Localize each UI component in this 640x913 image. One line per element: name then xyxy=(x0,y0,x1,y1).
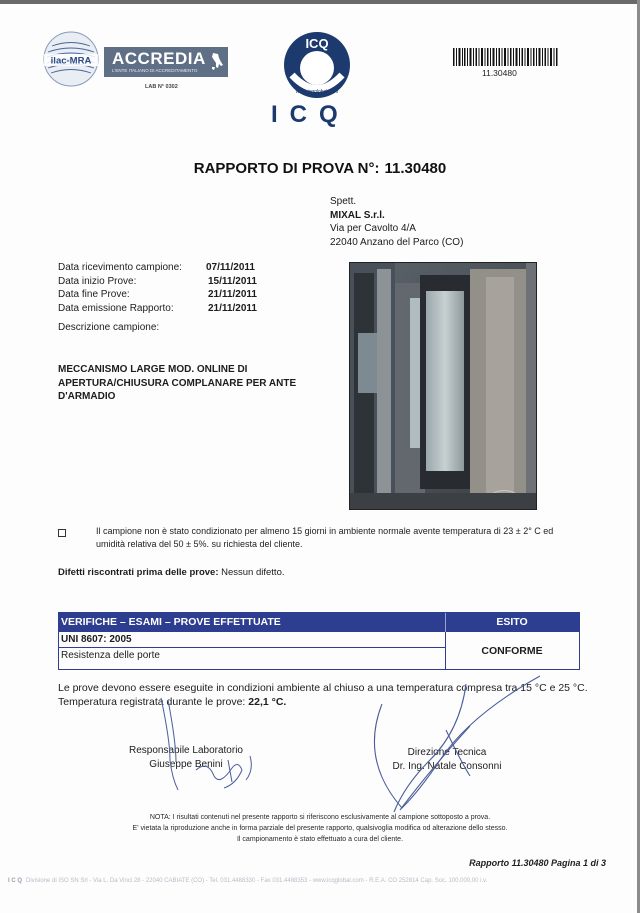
ilac-text: ilac-MRA xyxy=(50,55,92,67)
test-name: Resistenza delle porte xyxy=(61,650,160,661)
page-info: Rapporto 11.30480 Pagina 1 di 3 xyxy=(469,858,606,868)
recipient-city: 22040 Anzano del Parco (CO) xyxy=(330,236,464,248)
date-label: Data inizio Prove: xyxy=(58,275,137,287)
icq-url: www.icqglobal.com xyxy=(295,89,339,95)
note-line: Il campionamento è stato effettuato a cura del cliente. xyxy=(236,836,404,843)
date-value: 15/11/2011 xyxy=(208,275,257,287)
note-line: NOTA: I risultati contenuti nel presente rapporto si riferiscono esclusivamente al campione sottoposto a prova. xyxy=(149,814,491,821)
recipient-street: Via per Cavolto 4/A xyxy=(330,223,416,234)
description-text: MECCANISMO LARGE MOD. ONLINE DI APERTURA/CHIUSURA COMPLANARE PER ANTE D'ARMADIO xyxy=(58,364,297,402)
recipient-address xyxy=(330,195,463,249)
report-title xyxy=(0,160,640,177)
test-conditions xyxy=(58,681,588,709)
defects-label: Difetti riscontrati prima delle prove: xyxy=(58,567,219,578)
barcode xyxy=(453,48,559,66)
signature-name: Dr. Ing. Natale Consonni xyxy=(392,760,502,772)
recipient-salutation: Spett. xyxy=(330,196,357,207)
date-value: 07/11/2011 xyxy=(206,262,255,273)
icq-logo xyxy=(282,30,352,100)
company-legal-footer xyxy=(8,876,632,886)
accredia-name: ACCREDIA xyxy=(112,49,206,68)
condition-note: Il campione non è stato condizionato per almeno 15 giorni in ambiente normale avente temperatura di 23 ± 2° C ed umidità relativa del 50 ± 5%. su richiesta del cliente. xyxy=(96,526,554,549)
lab-number: LAB N° 0302 xyxy=(145,84,178,90)
accredia-logo xyxy=(104,47,228,77)
description-label: Descrizione campione: xyxy=(58,322,160,333)
recorded-temperature: 22,1 °C. xyxy=(248,696,287,708)
row-divider xyxy=(59,647,445,648)
sample-photo xyxy=(349,262,537,510)
signature-role: Responsabile Laboratorio xyxy=(129,745,243,756)
icq-arc-text: ICQ xyxy=(305,36,329,51)
test-standard: UNI 8607: 2005 xyxy=(61,634,132,645)
footer-brand: I C Q xyxy=(8,878,23,884)
defects-line xyxy=(58,567,285,578)
italy-map-icon xyxy=(210,52,224,72)
header-result: ESITO xyxy=(496,616,528,628)
barcode-number: 11.30480 xyxy=(482,68,517,78)
scan-top-edge xyxy=(0,0,640,4)
results-table xyxy=(58,612,580,670)
ilac-mra-logo xyxy=(42,30,100,88)
icq-letters: ICQ xyxy=(271,101,350,128)
report-title-label: RAPPORTO DI PROVA N°: xyxy=(193,160,380,177)
condition-checkbox xyxy=(58,529,66,537)
date-value: 21/11/2011 xyxy=(208,289,257,300)
date-label: Data emissione Rapporto: xyxy=(58,302,174,314)
signature-technical-director xyxy=(372,746,522,773)
date-label: Data ricevimento campione: xyxy=(58,262,182,273)
header-tests: VERIFICHE – ESAMI – PROVE EFFETTUATE xyxy=(61,616,281,628)
test-result: CONFORME xyxy=(481,645,543,657)
footer-legal-text: Divisione di ISO SN Srl - Via L. Da Vinci 28 - 22040 CABIATE (CO) - Tel. 031.4488330 - Fax 031.4488353 - www.icqglobal.com - R.E.A. CO 252814 Cap. Soc. 100.000,00 i.v. xyxy=(26,878,488,884)
legal-note xyxy=(0,812,640,845)
conditions-text: Le prove devono essere eseguite in condizioni ambiente al chiuso a una temperatura compresa tra 15 °C e 25 °C. Temperatura registrata durante le prove: xyxy=(58,682,588,708)
report-number: 11.30480 xyxy=(384,160,447,177)
note-line: E' vietata la riproduzione anche in forma parziale del presente rapporto, qualsivoglia modifica od alterazione dello stesso. xyxy=(132,825,508,832)
defects-value: Nessun difetto. xyxy=(221,567,285,578)
results-table-header xyxy=(59,613,579,632)
date-label: Data fine Prove: xyxy=(58,289,130,300)
accredia-subtitle: L'ENTE ITALIANO DI ACCREDITAMENTO xyxy=(112,68,198,73)
recipient-company: MIXAL S.r.l. xyxy=(330,209,385,221)
signature-role: Direzione Tecnica xyxy=(407,747,487,758)
signature-name: Giuseppe Benini xyxy=(149,758,223,770)
date-value: 21/11/2011 xyxy=(208,302,257,314)
signature-lab-manager xyxy=(116,744,256,771)
